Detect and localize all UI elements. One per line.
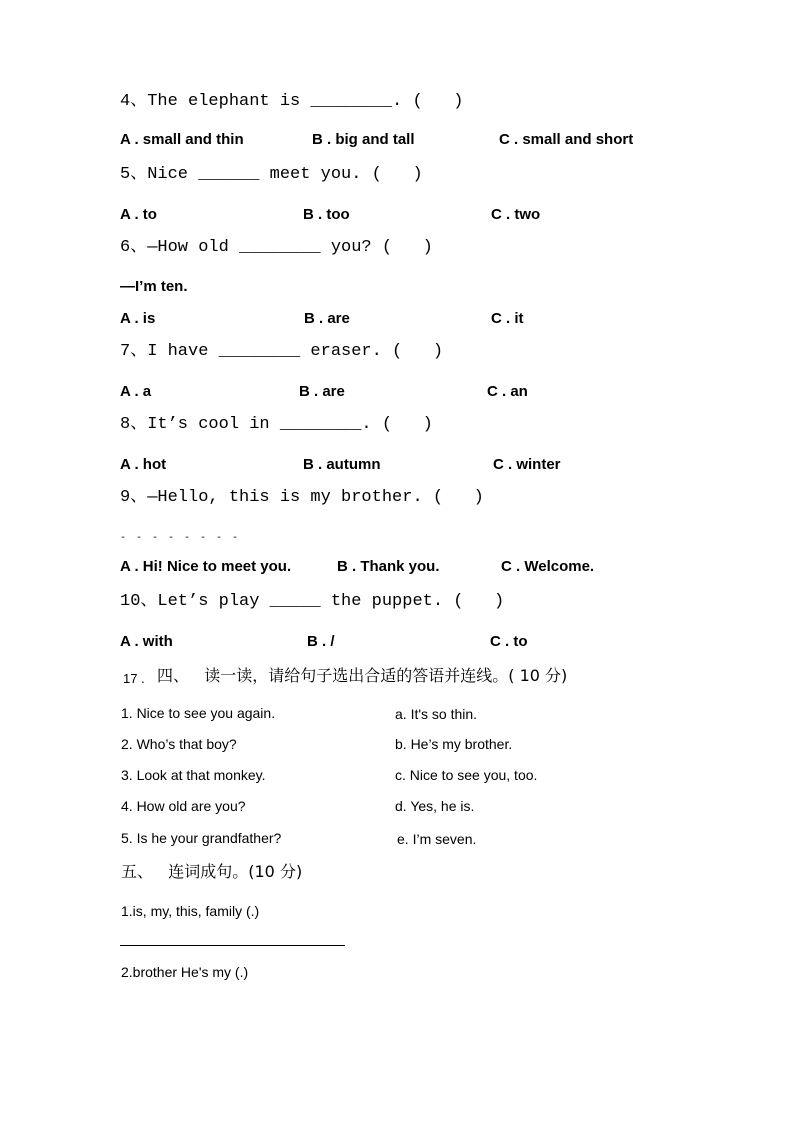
- section-4-right-e: e. I’m seven.: [397, 831, 477, 847]
- question-4-stem: 4、The elephant is ________. ( ): [120, 92, 464, 111]
- section-4-right-d: d. Yes, he is.: [395, 798, 475, 814]
- question-8-option-a: A . hot: [120, 456, 167, 473]
- section-5-title: 五、 连词成句。(10 分): [121, 862, 303, 881]
- question-4-option-c: C . small and short: [499, 131, 634, 148]
- question-8-option-b: B . autumn: [303, 456, 381, 473]
- question-6-option-b: B . are: [304, 310, 350, 327]
- question-5-option-c: C . two: [491, 206, 541, 223]
- section-4-left-1: 1. Nice to see you again.: [121, 705, 276, 721]
- question-4-option-b: B . big and tall: [312, 131, 415, 148]
- answer-line: [120, 945, 345, 946]
- question-10-stem: 10、Let’s play _____ the puppet. ( ): [120, 592, 505, 611]
- question-7-stem: 7、I have ________ eraser. ( ): [120, 342, 444, 361]
- question-8-option-c: C . winter: [493, 456, 561, 473]
- question-9-option-c: C . Welcome.: [501, 558, 595, 575]
- section-4-right-b: b. He’s my brother.: [395, 736, 513, 752]
- question-6-option-c: C . it: [491, 310, 524, 327]
- section-4-left-5: 5. Is he your grandfather?: [121, 830, 282, 846]
- section-4-title: 四、 读一读，请给句子选出合适的答语并连线。( 10 分): [157, 666, 568, 685]
- question-9-option-a: A . Hi! Nice to meet you.: [120, 558, 292, 575]
- section-5-item-1: 1.is, my, this, family (.): [121, 903, 260, 919]
- section-4-left-2: 2. Who’s that boy?: [121, 736, 237, 752]
- question-9-option-b: B . Thank you.: [337, 558, 440, 575]
- question-7-option-a: A . a: [120, 383, 152, 400]
- question-6-option-a: A . is: [120, 310, 156, 327]
- question-10-option-c: C . to: [490, 633, 528, 650]
- question-5-option-a: A . to: [120, 206, 157, 223]
- section-4-left-3: 3. Look at that monkey.: [121, 767, 266, 783]
- section-4-left-4: 4. How old are you?: [121, 798, 246, 814]
- section-5-item-2: 2.brother He's my (.): [121, 964, 249, 980]
- question-5-stem: 5、Nice ______ meet you. ( ): [120, 165, 423, 184]
- question-4-option-a: A . small and thin: [120, 131, 244, 148]
- section-4-right-a: a. It's so thin.: [395, 706, 478, 722]
- section-4-number: 17 .: [123, 671, 145, 686]
- question-7-option-b: B . are: [299, 383, 345, 400]
- question-6-answer-line: —I’m ten.: [120, 278, 188, 295]
- question-7-option-c: C . an: [487, 383, 528, 400]
- question-10-option-b: B . /: [307, 633, 335, 650]
- question-10-option-a: A . with: [120, 633, 173, 650]
- question-9-stem: 9、—Hello, this is my brother. ( ): [120, 488, 484, 507]
- question-8-stem: 8、It’s cool in ________. ( ): [120, 415, 433, 434]
- section-4-right-c: c. Nice to see you, too.: [395, 767, 538, 783]
- question-9-answer-line: - - - - - - - -: [120, 533, 241, 544]
- question-6-stem: 6、—How old ________ you? ( ): [120, 238, 433, 257]
- question-5-option-b: B . too: [303, 206, 350, 223]
